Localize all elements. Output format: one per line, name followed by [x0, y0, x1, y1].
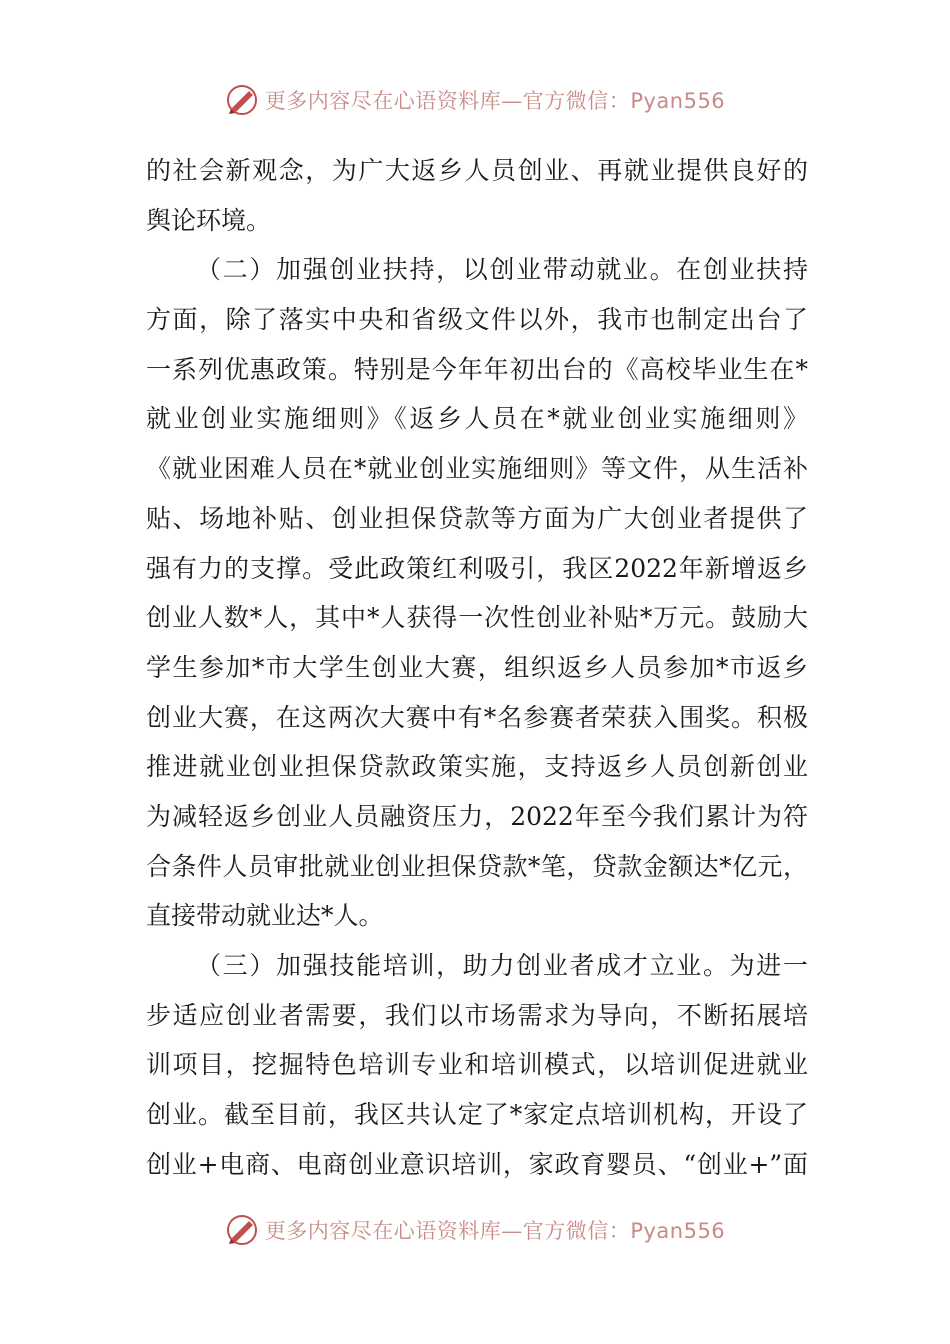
footer-banner-label: 更多内容尽在心语资料库—官方微信： [264, 1219, 631, 1243]
body-line: 为减轻返乡创业人员融资压力，2022年至今我们累计为符 [146, 801, 808, 831]
body-line: 的社会新观念，为广大返乡人员创业、再就业提供良好的 [146, 156, 808, 185]
body-line: 就业创业实施细则》《返乡人员在*就业创业实施细则》 [146, 404, 808, 434]
body-line: 训项目，挖掘特色培训专业和培训模式，以培训促进就业 [146, 1050, 808, 1080]
body-line: 方面，除了落实中央和省级文件以外，我市也制定出台了 [146, 305, 808, 335]
pen-logo-icon [225, 83, 259, 117]
body-line: 直接带动就业达*人。 [146, 901, 384, 931]
header-banner [0, 80, 950, 120]
header-wechat-id: Pyan556 [630, 89, 726, 113]
section-heading-line: （二）加强创业扶持，以创业带动就业。在创业扶持 [196, 255, 808, 285]
document-body [146, 146, 808, 1189]
body-line: 创业人数*人，其中*人获得一次性创业补贴*万元。鼓励大 [146, 603, 808, 633]
body-line: 合条件人员审批就业创业担保贷款*笔，贷款金额达*亿元， [146, 851, 808, 881]
body-line: 创业+电商、电商创业意识培训，家政育婴员、“创业+”面 [146, 1149, 808, 1179]
header-banner-text [265, 85, 725, 115]
body-line: 贴、场地补贴、创业担保贷款等方面为广大创业者提供了 [146, 503, 808, 533]
body-line: 强有力的支撑。受此政策红利吸引，我区2022年新增返乡 [146, 553, 808, 583]
body-line: 舆论环境。 [146, 205, 272, 235]
header-banner-label: 更多内容尽在心语资料库—官方微信： [264, 89, 631, 113]
body-line: 学生参加*市大学生创业大赛，组织返乡人员参加*市返乡 [146, 652, 808, 682]
footer-wechat-id: Pyan556 [630, 1219, 726, 1243]
body-line: 一系列优惠政策。特别是今年年初出台的《高校毕业生在* [146, 354, 808, 384]
section-heading-line: （三）加强技能培训，助力创业者成才立业。为进一 [196, 951, 808, 980]
footer-banner-text [265, 1215, 725, 1245]
body-line: 推进就业创业担保贷款政策实施，支持返乡人员创新创业 [146, 752, 808, 782]
pen-logo-icon [225, 1213, 259, 1247]
body-line: 创业大赛，在这两次大赛中有*名参赛者荣获入围奖。积极 [146, 702, 808, 732]
body-line: 步适应创业者需要，我们以市场需求为导向，不断拓展培 [146, 1000, 808, 1030]
body-line: 《就业困难人员在*就业创业实施细则》等文件，从生活补 [146, 454, 808, 484]
body-line: 创业。截至目前，我区共认定了*家定点培训机构，开设了 [146, 1100, 808, 1130]
footer-banner [0, 1210, 950, 1250]
